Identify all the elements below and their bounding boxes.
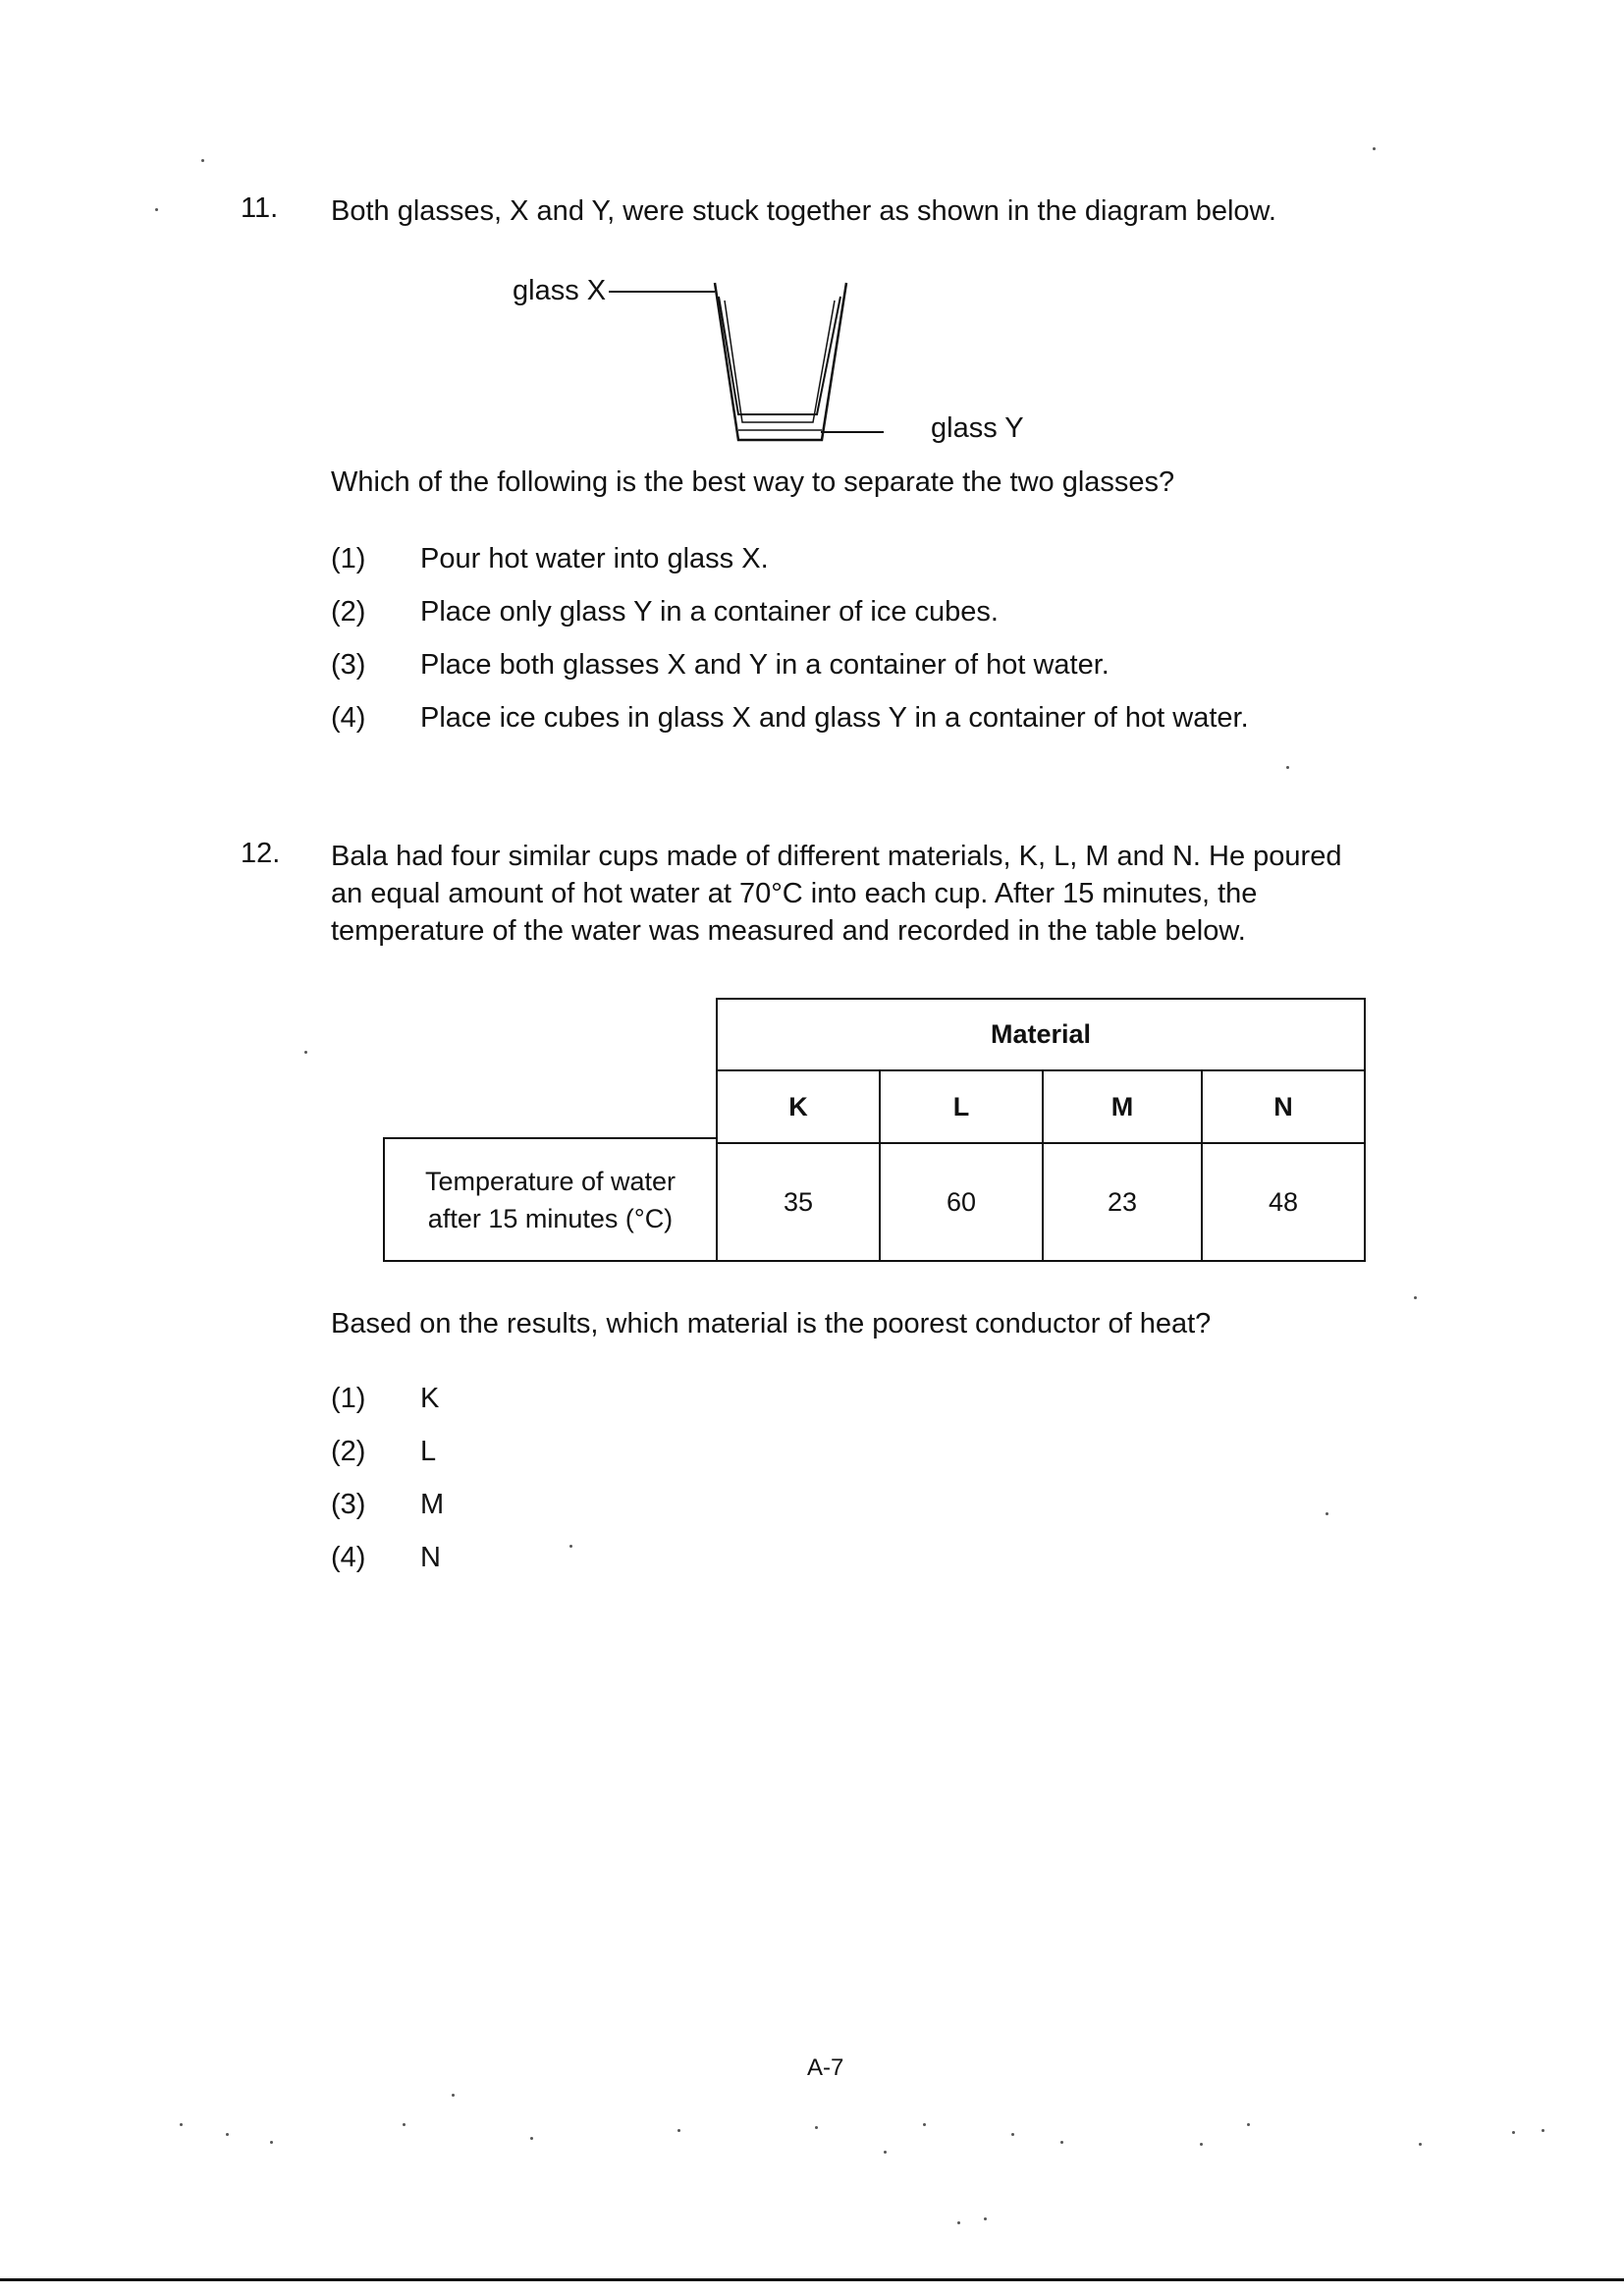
q12-question-line-1: Bala had four similar cups made of different materials, K, L, M and N. He poured <box>331 841 1342 872</box>
q12-option-3-number: (3) <box>331 1489 366 1520</box>
q12-prompt: Based on the results, which material is the poorest conductor of heat? <box>331 1308 1212 1339</box>
q11-question-text: Both glasses, X and Y, were stuck together as shown in the diagram below. <box>331 195 1276 227</box>
q12-option-2-text: L <box>420 1436 437 1467</box>
table-value-m: 23 <box>1042 1142 1203 1262</box>
q12-question-line-3: temperature of the water was measured and recorded in the table below. <box>331 915 1246 947</box>
table-column-l: L <box>879 1069 1044 1144</box>
q11-option-1-number: (1) <box>331 543 366 574</box>
q11-option-3-number: (3) <box>331 649 366 681</box>
q11-prompt: Which of the following is the best way to separate the two glasses? <box>331 466 1175 498</box>
table-value-k: 35 <box>716 1142 881 1262</box>
glass-x-outline <box>719 297 840 414</box>
table-row-label-line-2: after 15 minutes (°C) <box>427 1203 674 1233</box>
q12-option-4-text: N <box>420 1542 441 1573</box>
table-column-k: K <box>716 1069 881 1144</box>
q12-option-4-number: (4) <box>331 1542 366 1573</box>
glass-y-label: glass Y <box>931 412 1024 444</box>
table-row-label <box>383 1137 718 1262</box>
q12-option-1-number: (1) <box>331 1383 366 1414</box>
q12-option-1-text: K <box>420 1383 440 1414</box>
q11-option-4-text: Place ice cubes in glass X and glass Y in a container of hot water. <box>420 702 1249 734</box>
q11-option-1-text: Pour hot water into glass X. <box>420 543 769 574</box>
q12-number: 12. <box>241 838 281 869</box>
glass-x-label: glass X <box>513 275 607 306</box>
bottom-rule <box>0 2278 1624 2281</box>
table-header-material: Material <box>716 998 1366 1071</box>
table-row-label-line-1: Temperature of water <box>424 1166 677 1196</box>
stuck-glasses-diagram <box>589 265 884 442</box>
q12-option-2-number: (2) <box>331 1436 366 1467</box>
q11-option-4-number: (4) <box>331 702 366 734</box>
table-value-l: 60 <box>879 1142 1044 1262</box>
q11-number: 11. <box>241 192 279 224</box>
table-value-n: 48 <box>1201 1142 1366 1262</box>
table-column-n: N <box>1201 1069 1366 1144</box>
table-column-m: M <box>1042 1069 1203 1144</box>
q12-option-3-text: M <box>420 1489 445 1520</box>
page-number: A-7 <box>807 2054 844 2081</box>
q11-option-2-text: Place only glass Y in a container of ice cubes. <box>420 596 999 628</box>
q12-question-line-2: an equal amount of hot water at 70°C into each cup. After 15 minutes, the <box>331 878 1258 909</box>
q11-option-3-text: Place both glasses X and Y in a container of hot water. <box>420 649 1110 681</box>
q11-option-2-number: (2) <box>331 596 366 628</box>
